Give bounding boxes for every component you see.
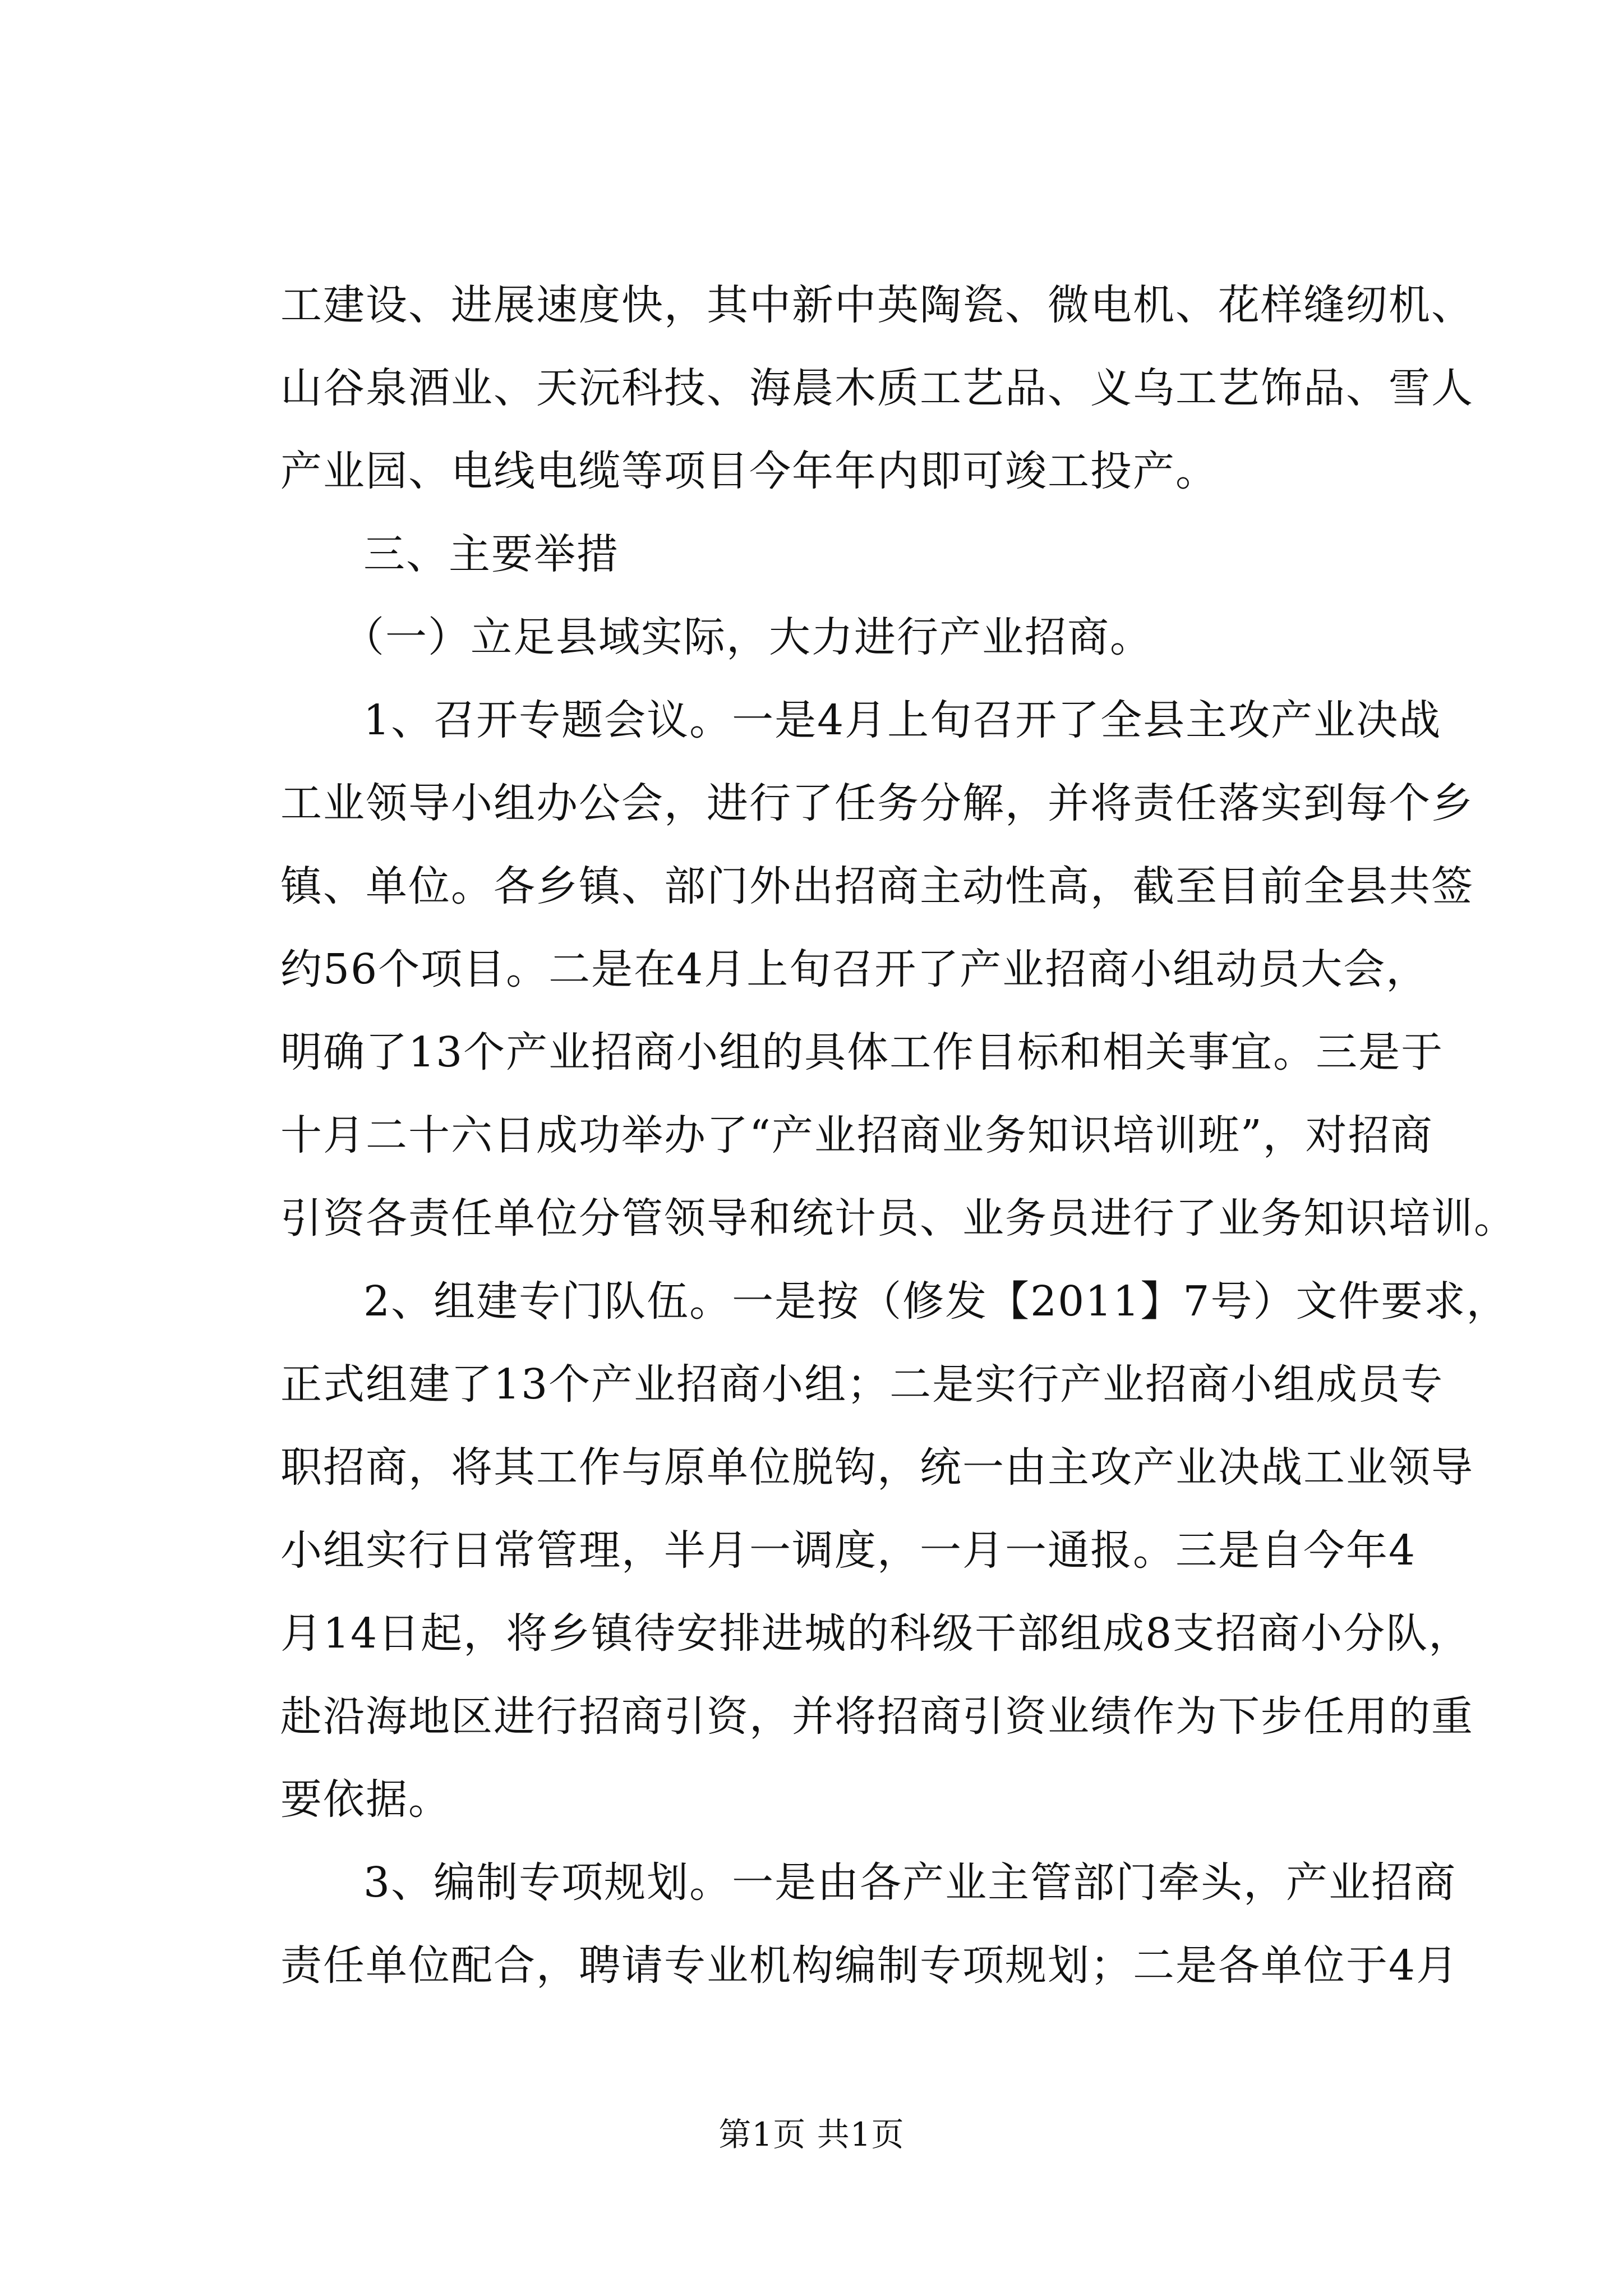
page-footer: 第1页 共1页 — [718, 2115, 905, 2154]
text-line: 山谷泉酒业、天沅科技、海晨木质工艺品、义乌工艺饰品、雪人 — [280, 364, 1474, 412]
text-line: 赴沿海地区进行招商引资，并将招商引资业绩作为下步任用的重 — [280, 1692, 1474, 1741]
text-line: 产业园、电线电缆等项目今年年内即可竣工投产。 — [280, 447, 1218, 495]
text-line: 约56个项目。二是在4月上旬召开了产业招商小组动员大会， — [280, 945, 1429, 993]
text-line: 引资各责任单位分管领导和统计员、业务员进行了业务知识培训。 — [280, 1194, 1516, 1243]
text-line: 工业领导小组办公会，进行了任务分解，并将责任落实到每个乡 — [280, 779, 1474, 827]
text-line: 月14日起，将乡镇待安排进城的科级干部组成8支招商小分队， — [280, 1609, 1472, 1658]
text-line: 小组实行日常管理，半月一调度，一月一通报。三是自今年4 — [280, 1526, 1417, 1575]
paragraph-start: 3、编制专项规划。一是由各产业主管部门牵头，产业招商 — [363, 1858, 1457, 1907]
text-line: 工建设、进展速度快，其中新中英陶瓷、微电机、花样缝纫机、 — [280, 281, 1474, 329]
text-line: 责任单位配合，聘请专业机构编制专项规划；二是各单位于4月 — [280, 1941, 1459, 1990]
text-line: 十月二十六日成功举办了“产业招商业务知识培训班”，对招商 — [280, 1111, 1433, 1159]
text-line: 正式组建了13个产业招商小组；二是实行产业招商小组成员专 — [280, 1360, 1444, 1409]
paragraph-start: 1、召开专题会议。一是4月上旬召开了全县主攻产业决战 — [363, 696, 1442, 744]
section-heading: 三、主要举措 — [363, 530, 619, 578]
text-line: 镇、单位。各乡镇、部门外出招商主动性高，截至目前全县共签 — [280, 862, 1474, 910]
paragraph-start: 2、组建专门队伍。一是按（修发【2011】7号）文件要求， — [363, 1277, 1509, 1326]
subsection-heading: （一）立足县域实际，大力进行产业招商。 — [343, 613, 1152, 661]
text-line: 要依据。 — [280, 1775, 451, 1824]
text-line: 明确了13个产业招商小组的具体工作目标和相关事宜。三是于 — [280, 1028, 1444, 1076]
document-body — [280, 264, 1516, 2007]
text-line: 职招商，将其工作与原单位脱钩，统一由主攻产业决战工业领导 — [280, 1443, 1474, 1492]
